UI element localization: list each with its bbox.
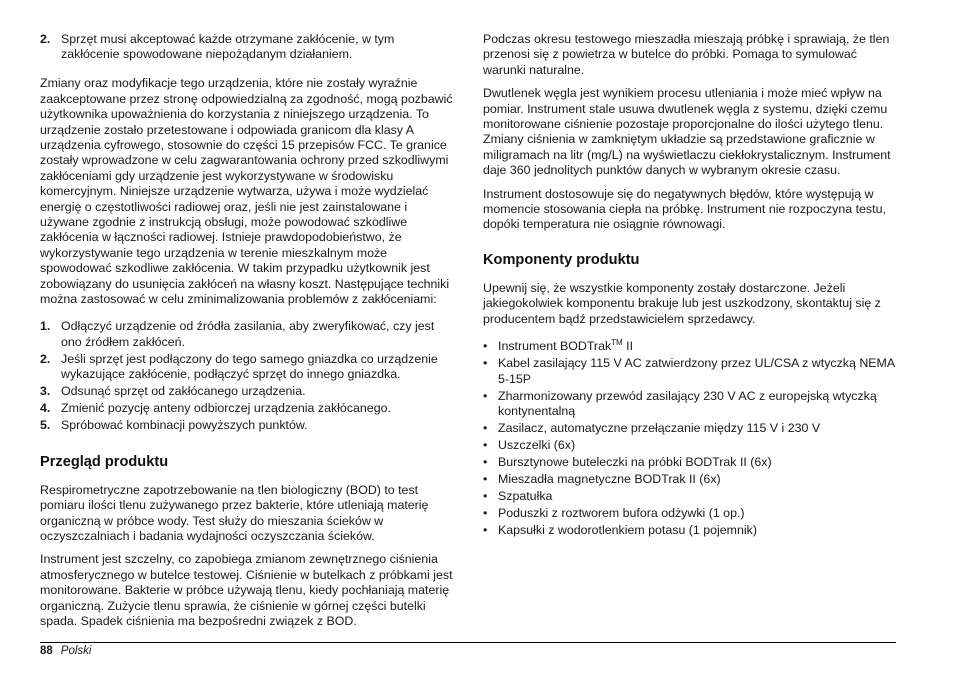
list-number: 4. <box>40 400 51 415</box>
list-number: 3. <box>40 384 51 399</box>
bullet-icon: • <box>483 339 488 354</box>
list-number: 2. <box>40 32 51 46</box>
bullet-icon: • <box>483 388 488 403</box>
list-item <box>40 384 453 399</box>
bullet-icon: • <box>483 437 488 452</box>
list-text: Jeśli sprzęt jest podłączony do tego samego gniazdka co urządzenie wykazujące zakłócenie, podłączyć sprzęt do innego gniazdka. <box>61 351 438 382</box>
list-item <box>483 356 895 387</box>
list-number: 1. <box>40 319 51 334</box>
list-item <box>483 389 895 420</box>
list-item <box>483 421 895 436</box>
list-text: Zasilacz, automatyczne przełączanie między 115 V i 230 V <box>498 420 821 435</box>
list-item <box>40 418 453 433</box>
fcc-paragraph: Zmiany oraz modyfikacje tego urządzenia, które nie zostały wyraźnie zaakceptowane przez stronę odpowiedzialną za zgodność, mogą pozbawić użytkownika upoważnienia do korzystania z niniejszego urządzenia. To urządzenie zostało przetestowane i odpowiada granicom dla klasy A urządzenia cyfrowego, stosownie do części 15 przepisów FCC. Te granice zostały wprowadzone w celu zagwarantowania ochrony przed szkodliwymi zakłóceniami gdy urządzenie jest wykorzystywane w środowisku komercyjnym. Niniejsze urządzenie wytwarza, używa i może wydzielać energię o częstotliwości radiowej oraz, jeśli nie jest zainstalowane i używane zgodnie z instrukcją obsługi, może powodować szkodliwe zakłócenia w łączności radiowej. Istnieje prawdopodobieństwo, że wykorzystywanie tego urządzenia w terenie mieszkalnym może spowodować szkodliwe zakłócenia. W takim przypadku użytkownik jest zobowiązany do usunięcia zakłóceń na własny koszt. Następujące techniki można zastosować w celu zminimalizowania problemów z zakłóceniami: <box>40 76 453 306</box>
list-item <box>40 319 453 350</box>
footer-divider <box>40 642 896 643</box>
list-text: Poduszki z roztworem bufora odżywki (1 op.) <box>498 505 745 520</box>
right-column <box>483 32 895 540</box>
list-number: 5. <box>40 417 51 432</box>
components-list <box>483 339 895 538</box>
list-text: Uszczelki (6x) <box>498 437 576 452</box>
list-text: Bursztynowe buteleczki na próbki BODTrak II (6x) <box>498 454 772 469</box>
interference-list <box>40 32 453 63</box>
list-text: Szpatułka <box>498 488 553 503</box>
list-text: Mieszadła magnetyczne BODTrak II (6x) <box>498 471 721 486</box>
list-item <box>483 472 895 487</box>
list-item <box>483 438 895 453</box>
list-item <box>40 352 453 383</box>
components-intro: Upewnij się, że wszystkie komponenty zostały dostarczone. Jeżeli jakiegokolwiek komponentu brakuje lub jest uszkodzony, skontaktuj się z producentem bądź przedstawicielem sprzedawcy. <box>483 280 881 326</box>
carbon-dioxide-paragraph: Dwutlenek węgla jest wynikiem procesu utleniania i może mieć wpływ na pomiar. Instrument stale usuwa dwutlenek węgla z systemu, dzięki czemu monitorowane ciśnienie pozostaje proporcjonalne do ilości użytego tlenu. Zmiany ciśnienia w zamkniętym układzie są przedstawione graficznie w miligramach na litr (mg/L) na wyświetlaczu ciekłokrystalicznym. Instrument daje 360 jednolitych punktów danych w wybranym okresie czasu. <box>483 86 891 178</box>
bullet-icon: • <box>483 522 488 537</box>
components-heading: Komponenty produktu <box>483 251 640 268</box>
overview-paragraph-2: Instrument jest szczelny, co zapobiega zmianom zewnętrznego ciśnienia atmosferycznego w butelce testowej. Ciśnienie w butelkach z próbkami jest monitorowane. Bakterie w próbce używają tlenu, kiedy pochłaniają materię organiczną. Zużycie tlenu sprawia, że ciśnienie w górnej części butelki spada. Spadek ciśnienia ma bezpośredni związek z BOD. <box>40 552 453 628</box>
page-footer <box>40 644 91 658</box>
bullet-icon: • <box>483 420 488 435</box>
overview-paragraph-1: Respirometryczne zapotrzebowanie na tlen biologiczny (BOD) to test pomiaru ilości tlenu zużywanego przez bakterie, które utleniają materię organiczną w próbce wody. Test służy do mieszania ścieków w oczyszczalniach i badania wydajności oczyszczania ścieków. <box>40 482 429 543</box>
list-text: Zmienić pozycję anteny odbiorczej urządzenia zakłócanego. <box>61 400 391 415</box>
stirring-paragraph: Podczas okresu testowego mieszadła mieszają próbkę i sprawiają, że tlen przenosi się z powietrza w butelce do próbki. Pomaga to symulować warunki naturalne. <box>483 32 890 77</box>
overview-heading: Przegląd produktu <box>40 453 169 470</box>
list-text: Zharmonizowany przewód zasilający 230 V AC z europejską wtyczką kontynentalną <box>498 388 877 418</box>
list-text: Instrument BODTrak <box>498 339 612 354</box>
left-column <box>40 32 453 629</box>
list-text: Sprzęt musi akceptować każde otrzymane zakłócenie, w tym zakłócenie spowodowane niepożądanym działaniem. <box>61 32 395 62</box>
bullet-icon: • <box>483 505 488 520</box>
list-text: Spróbować kombinacji powyższych punktów. <box>61 417 308 432</box>
bullet-icon: • <box>483 488 488 503</box>
list-text: Kapsułki z wodorotlenkiem potasu (1 pojemnik) <box>498 522 757 537</box>
page-number: 88 <box>40 645 53 657</box>
list-text: Odłączyć urządzenie od źródła zasilania, aby zweryfikować, czy jest ono źródłem zakłóceń. <box>61 319 435 349</box>
list-text: Odsunąć sprzęt od zakłócanego urządzenia. <box>61 384 306 399</box>
list-number: 2. <box>40 351 51 366</box>
list-item <box>483 455 895 470</box>
footer-language: Polski <box>60 645 92 657</box>
list-item <box>483 489 895 504</box>
list-item <box>483 506 895 521</box>
list-text: Kabel zasilający 115 V AC zatwierdzony przez UL/CSA z wtyczką NEMA 5-15P <box>498 356 895 386</box>
list-text-suffix: II <box>622 339 634 354</box>
list-item <box>40 401 453 416</box>
interference-steps-list <box>40 319 453 433</box>
bullet-icon: • <box>483 356 488 371</box>
bullet-icon: • <box>483 454 488 469</box>
bullet-icon: • <box>483 471 488 486</box>
temperature-paragraph: Instrument dostosowuje się do negatywnych błędów, które występują w momencie stosowania ciepła na próbkę. Instrument nie rozpoczyna testu, dopóki temperatura nie osiągnie równowagi. <box>483 186 886 232</box>
list-item <box>483 523 895 538</box>
trademark-mark: TM <box>611 338 623 348</box>
list-item <box>483 339 895 354</box>
interference-item <box>40 32 453 63</box>
